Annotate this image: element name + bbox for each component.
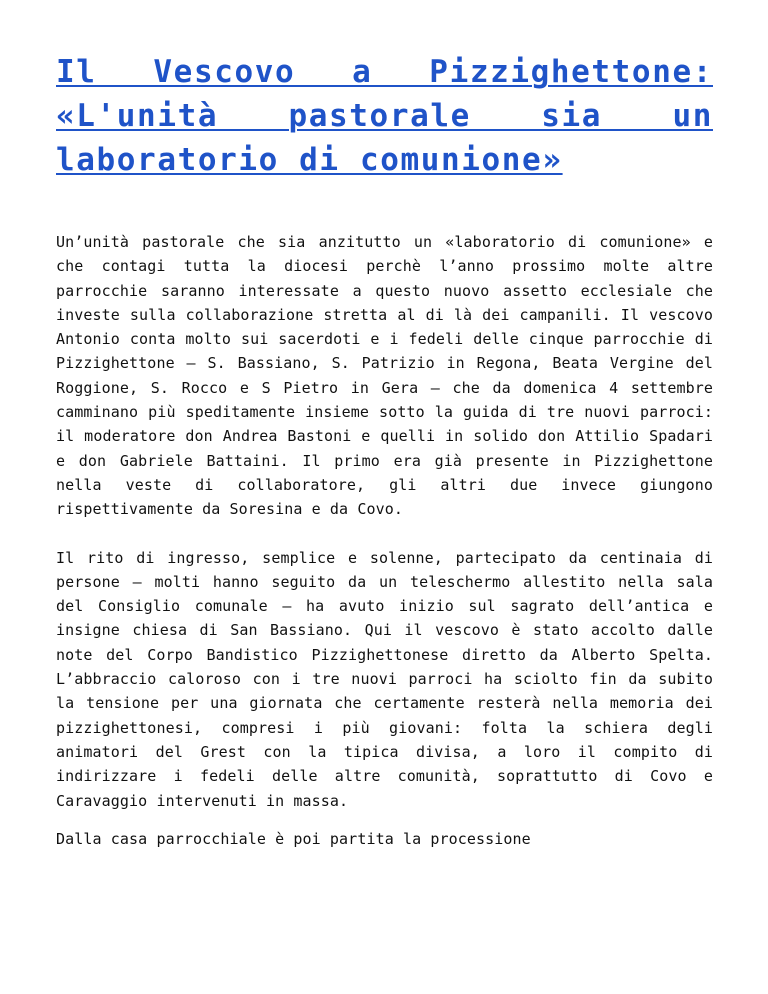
article-paragraph-3: Dalla casa parrocchiale è poi partita la processione [56,829,531,848]
article-title-link[interactable]: Il Vescovo a Pizzighettone: «L'unità pastorale sia un laboratorio di comunione» [56,54,713,178]
article-paragraph-2: Il rito di ingresso, semplice e solenne, partecipato da centinaia di persone – molti hanno seguito da un teleschermo allestito nella sala del Consiglio comunale – ha avuto inizio sul sagrato dell’antica e insigne chiesa di San Bassiano. Qui il vescovo è stato accolto dalle note del Corpo Bandistico Pizzighettonese diretto da Alberto Spelta. L’abbraccio caloroso con i tre nuovi parroci ha sciolto fin da subito la tensione per una giornata che certamente resterà nella memoria dei pizzighettonesi, compresi i più giovani: folta la schiera degli animatori del Grest con la tipica divisa, a loro il compito di indirizzare i fedeli delle altre comunità, soprattutto di Covo e Caravaggio intervenuti in massa. [56,548,713,810]
article-paragraph-1: Un’unità pastorale che sia anzitutto un «laboratorio di comunione» e che contagi tutta la diocesi perchè l’anno prossimo molte altre parrocchie saranno interessate a questo nuovo assetto ecclesiale che investe sulla collaborazione stretta al di là dei campanili. Il vescovo Antonio conta molto sui sacerdoti e i fedeli delle cinque parrocchie di Pizzighettone – S. Bassiano, S. Patrizio in Regona, Beata Vergine del Roggione, S. Rocco e S Pietro in Gera – che da domenica 4 settembre camminano più speditamente insieme sotto la guida di tre nuovi parroci: il moderatore don Andrea Bastoni e quelli in solido don Attilio Spadari e don Gabriele Battaini. Il primo era già presente in Pizzighettone nella veste di collaboratore, gli altri due invece giungono rispettivamente da Soresina e da Covo. [56,233,713,519]
article-title [56,50,713,182]
article [56,50,713,851]
